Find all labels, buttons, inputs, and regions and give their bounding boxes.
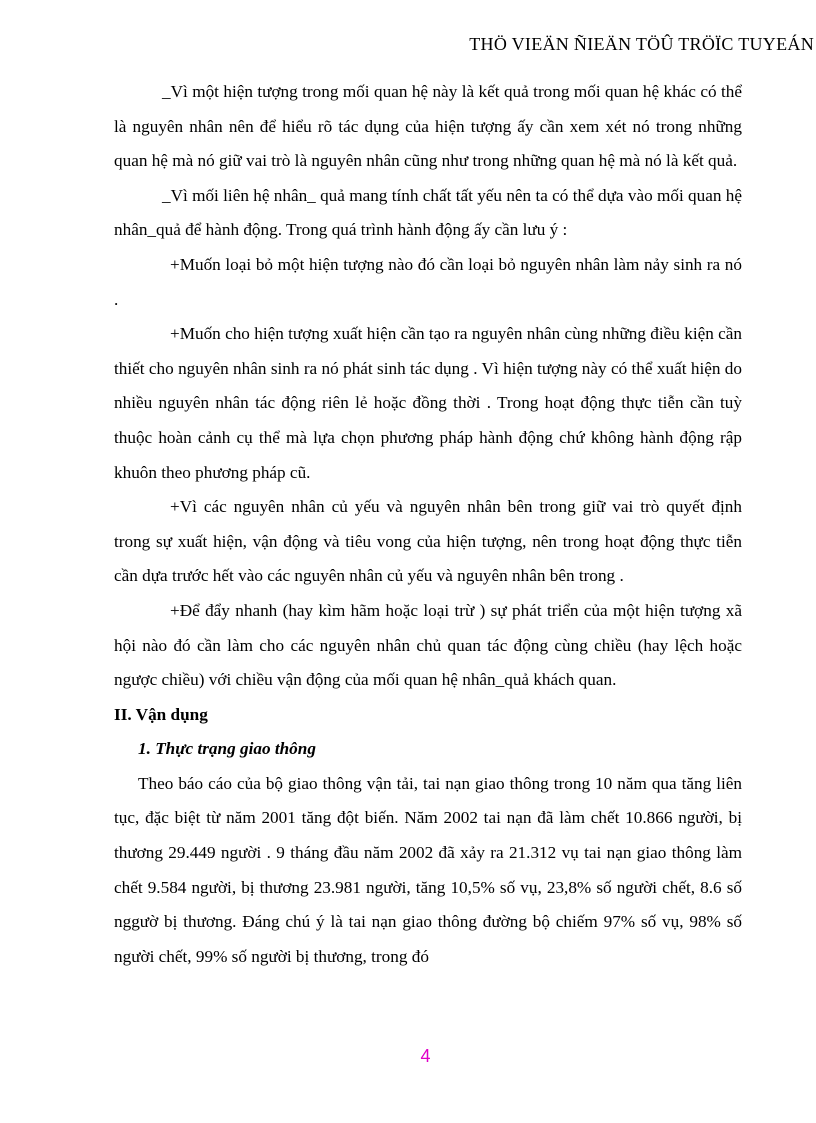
running-header: THÖ VIEÄN ÑIEÄN TÖÛ TRÖÏC TUYEÁN [469,34,814,54]
paragraph: _Vì mối liên hệ nhân_ quả mang tính chất tất yếu nên ta có thể dựa vào mối quan hệ nhân_quả để hành động. Trong quá trình hành động ấy cần lưu ý : [114,185,742,240]
paragraph: +Muốn loại bỏ một hiện tượng nào đó cần loại bỏ nguyên nhân làm nảy sinh ra nó . [114,254,742,309]
section-heading: II. Vận dụng [114,704,208,724]
paragraph: Theo báo cáo của bộ giao thông vận tải, tai nạn giao thông trong 10 năm qua tăng liên tục, đặc biệt từ năm 2001 tăng đột biến. Năm 2002 tai nạn đã làm chết 10.866 người, bị thương 29.449 người . 9 tháng đầu năm 2002 đã xảy ra 21.312 vụ tai nạn giao thông làm chết 9.584 người, bị thương 23.981 người, tăng 10,5% số vụ, 23,8% số người chết, 8.6 số nggườ bị thương. Đáng chú ý là tai nạn giao thông đường bộ chiếm 97% số vụ, 98% số người chết, 99% số người bị thương, trong đó [114,773,742,966]
paragraph: +Muốn cho hiện tượng xuất hiện cần tạo ra nguyên nhân cùng những điều kiện cần thiết cho nguyên nhân sinh ra nó phát sinh tác dụng . Vì hiện tượng này có thể xuất hiện do nhiều nguyên nhân tác động riên lẻ hoặc đồng thời . Trong hoạt động thực tiễn cần tuỳ thuộc hoàn cảnh cụ thể mà lựa chọn phương pháp hành động chứ không hành động rập khuôn theo phương pháp cũ. [114,324,742,482]
page-number: 4 [420,1046,431,1066]
subsection-heading: 1. Thực trạng giao thông [138,739,316,759]
document-body [114,75,742,974]
paragraph: +Để đẩy nhanh (hay kìm hãm hoặc loại trừ ) sự phát triển của một hiện tượng xã hội nào đó cần làm cho các nguyên nhân chủ quan tác động cùng chiều (hay lệch hoặc ngược chiều) với chiều vận động của mối quan hệ nhân_quả khách quan. [114,600,742,690]
paragraph: +Vì các nguyên nhân củ yếu và nguyên nhân bên trong giữ vai trò quyết định trong sự xuất hiện, vận động và tiêu vong của hiện tượng, nên trong hoạt động thực tiễn cần dựa trước hết vào các nguyên nhân củ yếu và nguyên nhân bên trong . [114,497,742,586]
paragraph: _Vì một hiện tượng trong mối quan hệ này là kết quả trong mối quan hệ khác có thể là nguyên nhân nên để hiểu rõ tác dụng của hiện tượng ấy cần xem xét nó trong những quan hệ mà nó giữ vai trò là nguyên nhân cũng như trong những quan hệ mà nó là kết quả. [114,82,742,171]
